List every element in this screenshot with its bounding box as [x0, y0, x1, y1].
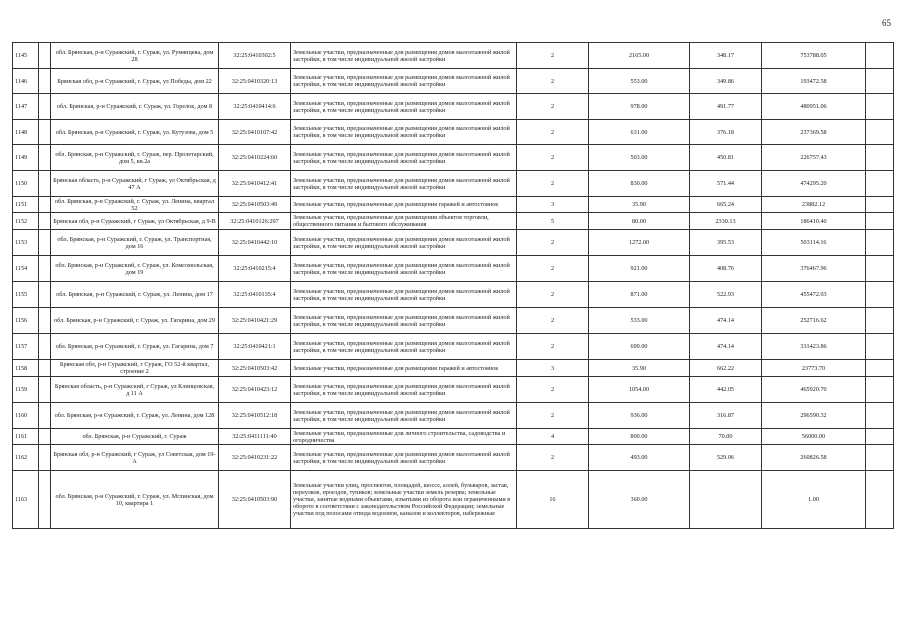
address-cell: Брянская область, р-н Суражский, г Сураж, ул Октябрьская, д 47 А [51, 171, 219, 197]
cadastral-number-cell: 32:25:0410231:22 [219, 445, 291, 471]
group-code-cell: 2 [517, 334, 589, 360]
row-number: 1161 [13, 429, 39, 445]
row-number: 1150 [13, 171, 39, 197]
specific-value-cell: 442.05 [690, 377, 762, 403]
table-row [13, 334, 894, 360]
cadastral-number-cell: 32:25:0410414:6 [219, 94, 291, 120]
land-use-cell: Земельные участки, предназначенные для размещения домов малоэтажной жилой застройки, в том числе индивидуальной жилой застройки [291, 145, 517, 171]
area-cell: 503.00 [589, 145, 690, 171]
specific-value-cell: 491.77 [690, 94, 762, 120]
row-number: 1153 [13, 230, 39, 256]
cadastral-value-cell: 753788.05 [762, 43, 866, 69]
group-code-cell: 4 [517, 429, 589, 445]
cadastral-number-cell: 32:25:0410421:1 [219, 334, 291, 360]
address-cell: обл. Брянская, р-н Суражский, г. Сураж, ул. Горелок, дом 8 [51, 94, 219, 120]
cadastral-number-cell: 32:25:0410421:29 [219, 308, 291, 334]
specific-value-cell: 376.18 [690, 120, 762, 145]
cadastral-value-cell: 503114.16 [762, 230, 866, 256]
table-row [13, 213, 894, 230]
land-use-cell: Земельные участки, предназначенные для размещения домов малоэтажной жилой застройки, в том числе индивидуальной жилой застройки [291, 308, 517, 334]
group-code-cell: 2 [517, 69, 589, 94]
group-code-cell: 3 [517, 197, 589, 213]
row-number: 1157 [13, 334, 39, 360]
land-use-cell: Земельные участки, предназначенные для размещения домов малоэтажной жилой застройки, в том числе индивидуальной жилой застройки [291, 43, 517, 69]
blank-cell [866, 120, 894, 145]
cadastral-number-cell: 32:25:0410423:12 [219, 377, 291, 403]
table-row [13, 256, 894, 282]
area-cell: 631.00 [589, 120, 690, 145]
blank-cell [866, 197, 894, 213]
blank-cell [39, 230, 51, 256]
blank-cell [866, 429, 894, 445]
address-cell: обл. Брянская, р-н Суражский, г. Сураж, ул. Транспортная, дом 16 [51, 230, 219, 256]
blank-cell [39, 145, 51, 171]
area-cell: 871.00 [589, 282, 690, 308]
address-cell: обл. Брянская, р-н Суражский, г. Сураж, ул. Кутузова, дом 5 [51, 120, 219, 145]
specific-value-cell: 349.86 [690, 69, 762, 94]
specific-value-cell: 662.22 [690, 360, 762, 377]
land-use-cell: Земельные участки, предназначенные для размещения домов малоэтажной жилой застройки, в том числе индивидуальной жилой застройки [291, 403, 517, 429]
specific-value-cell: 474.14 [690, 308, 762, 334]
group-code-cell: 2 [517, 230, 589, 256]
area-cell: 360.00 [589, 471, 690, 529]
land-use-cell: Земельные участки, предназначенные для размещения домов малоэтажной жилой застройки, в том числе индивидуальной жилой застройки [291, 282, 517, 308]
row-number: 1160 [13, 403, 39, 429]
blank-cell [39, 282, 51, 308]
cadastral-number-cell: 32:25:0410107:42 [219, 120, 291, 145]
table-row [13, 145, 894, 171]
cadastral-number-cell: 32:25:0410135:4 [219, 282, 291, 308]
land-use-cell: Земельные участки, предназначенные для размещения домов малоэтажной жилой застройки, в том числе индивидуальной жилой застройки [291, 94, 517, 120]
cadastral-value-cell: 465920.70 [762, 377, 866, 403]
cadastral-value-cell: 56000.00 [762, 429, 866, 445]
address-cell: обл. Брянская, р-н Суражский, г. Сураж, ул. Мглинская, дом 10, квартира 1 [51, 471, 219, 529]
blank-cell [39, 213, 51, 230]
blank-cell [866, 471, 894, 529]
blank-cell [39, 171, 51, 197]
table-body [13, 43, 894, 529]
table-row [13, 43, 894, 69]
blank-cell [39, 360, 51, 377]
blank-cell [39, 308, 51, 334]
blank-cell [866, 377, 894, 403]
table-row [13, 69, 894, 94]
group-code-cell: 2 [517, 445, 589, 471]
blank-cell [39, 94, 51, 120]
group-code-cell: 2 [517, 377, 589, 403]
group-code-cell: 2 [517, 256, 589, 282]
land-use-cell: Земельные участки, предназначенные для размещения домов малоэтажной жилой застройки, в том числе индивидуальной жилой застройки [291, 445, 517, 471]
table-row [13, 282, 894, 308]
blank-cell [866, 403, 894, 429]
blank-cell [866, 69, 894, 94]
row-number: 1158 [13, 360, 39, 377]
specific-value-cell: 2330.13 [690, 213, 762, 230]
land-use-cell: Земельные участки, предназначенные для размещения гаражей и автостоянок [291, 360, 517, 377]
cadastral-value-cell: 23882.12 [762, 197, 866, 213]
area-cell: 921.00 [589, 256, 690, 282]
cadastral-number-cell: 32:25:0410503:49 [219, 197, 291, 213]
cadastral-number-cell: 32:25:0410503:42 [219, 360, 291, 377]
cadastral-number-cell: 32:25:0410320:13 [219, 69, 291, 94]
address-cell: обл. Брянская, р-н Суражский, г. Сураж, ул. Комсомольская, дом 19 [51, 256, 219, 282]
cadastral-number-cell: 32:25:0410302:5 [219, 43, 291, 69]
address-cell: обл. Брянская, р-н Суражский, г. Сураж, ул. Ленина, дом 17 [51, 282, 219, 308]
address-cell: обл. Брянская, р-н Суражский, г. Сураж, ул. Ленина, квартал 52 [51, 197, 219, 213]
blank-cell [39, 429, 51, 445]
address-cell: обл. Брянская, р-н Суражский, г. Сураж, ул. Гагарина, дом 29 [51, 308, 219, 334]
cadastral-value-cell: 480951.06 [762, 94, 866, 120]
group-code-cell: 2 [517, 120, 589, 145]
cadastral-number-cell: 32:25:0410126:297 [219, 213, 291, 230]
cadastral-value-cell: 237369.58 [762, 120, 866, 145]
blank-cell [866, 308, 894, 334]
blank-cell [866, 445, 894, 471]
address-cell: Брянская обл, р-н Суражский, г Сураж, ул Советская, дом 19-А [51, 445, 219, 471]
row-number: 1163 [13, 471, 39, 529]
land-use-cell: Земельные участки, предназначенные для размещения домов малоэтажной жилой застройки, в том числе индивидуальной жилой застройки [291, 230, 517, 256]
area-cell: 35.90 [589, 360, 690, 377]
group-code-cell: 2 [517, 403, 589, 429]
row-number: 1148 [13, 120, 39, 145]
land-use-cell: Земельные участки, предназначенные для личного строительства, садоводства и огородничества [291, 429, 517, 445]
blank-cell [39, 403, 51, 429]
group-code-cell: 2 [517, 145, 589, 171]
row-number: 1156 [13, 308, 39, 334]
specific-value-cell: 348.17 [690, 43, 762, 69]
row-number: 1145 [13, 43, 39, 69]
table-row [13, 171, 894, 197]
blank-cell [39, 334, 51, 360]
group-code-cell: 2 [517, 308, 589, 334]
table-row [13, 308, 894, 334]
table-row [13, 429, 894, 445]
area-cell: 1272.00 [589, 230, 690, 256]
blank-cell [866, 43, 894, 69]
area-cell: 553.00 [589, 69, 690, 94]
area-cell: 80.00 [589, 213, 690, 230]
group-code-cell: 16 [517, 471, 589, 529]
area-cell: 699.00 [589, 334, 690, 360]
land-use-cell: Земельные участки улиц, проспектов, площадей, шоссе, аллей, бульваров, застав, переулков, проездов, тупиков; земельные участки земель резерва; земельные участки, занятые водными объектами, изъятыми из оборота или ограниченными в обороте в соответствии с законодательством Российской Федерации; земельные участки под полосами отвода водоемов, каналов и коллекторов, набережные [291, 471, 517, 529]
cadastral-number-cell: 32:25:0410512:18 [219, 403, 291, 429]
address-cell: обл. Брянская, р-н Суражский, г. Сураж, ул. Румянцева, дом 28 [51, 43, 219, 69]
blank-cell [866, 282, 894, 308]
specific-value-cell: 571.44 [690, 171, 762, 197]
cadastral-value-cell: 1.00 [762, 471, 866, 529]
blank-cell [866, 360, 894, 377]
area-cell: 493.00 [589, 445, 690, 471]
table-row [13, 377, 894, 403]
row-number: 1162 [13, 445, 39, 471]
cadastral-value-cell: 23773.70 [762, 360, 866, 377]
table-row [13, 197, 894, 213]
land-use-cell: Земельные участки, предназначенные для размещения домов малоэтажной жилой застройки, в том числе индивидуальной жилой застройки [291, 120, 517, 145]
cadastral-value-cell: 376467.96 [762, 256, 866, 282]
row-number: 1152 [13, 213, 39, 230]
group-code-cell: 2 [517, 43, 589, 69]
area-cell: 830.00 [589, 171, 690, 197]
specific-value-cell: 316.87 [690, 403, 762, 429]
cadastral-value-cell: 226757.43 [762, 145, 866, 171]
group-code-cell: 2 [517, 94, 589, 120]
address-cell: Брянская обл, р-н Суражский, г Сураж, ул Октябрьская, д 9-В [51, 213, 219, 230]
specific-value-cell: 408.76 [690, 256, 762, 282]
blank-cell [39, 471, 51, 529]
row-number: 1154 [13, 256, 39, 282]
row-number: 1149 [13, 145, 39, 171]
cadastral-value-cell: 193472.58 [762, 69, 866, 94]
row-number: 1155 [13, 282, 39, 308]
table-row [13, 94, 894, 120]
cadastral-number-cell: 32:25:0410412:41 [219, 171, 291, 197]
group-code-cell: 3 [517, 360, 589, 377]
blank-cell [39, 43, 51, 69]
blank-cell [866, 145, 894, 171]
blank-cell [866, 230, 894, 256]
area-cell: 978.00 [589, 94, 690, 120]
blank-cell [39, 197, 51, 213]
land-use-cell: Земельные участки, предназначенные для размещения домов малоэтажной жилой застройки, в том числе индивидуальной жилой застройки [291, 334, 517, 360]
blank-cell [39, 120, 51, 145]
address-cell: Брянская область, р-н Суражский, г Сураж, ул Клинцовская, д 11 А [51, 377, 219, 403]
specific-value-cell: 665.24 [690, 197, 762, 213]
cadastral-value-cell: 260826.58 [762, 445, 866, 471]
blank-cell [866, 334, 894, 360]
blank-cell [39, 445, 51, 471]
cadastral-value-cell: 186410.40 [762, 213, 866, 230]
area-cell: 936.00 [589, 403, 690, 429]
address-cell: обл. Брянская, р-н Суражский, г. Сураж [51, 429, 219, 445]
cadastral-value-cell: 455472.03 [762, 282, 866, 308]
group-code-cell: 2 [517, 171, 589, 197]
table-row [13, 403, 894, 429]
land-cadastral-table [12, 42, 894, 529]
land-use-cell: Земельные участки, предназначенные для размещения домов малоэтажной жилой застройки, в том числе индивидуальной жилой застройки [291, 171, 517, 197]
land-use-cell: Земельные участки, предназначенные для размещения домов малоэтажной жилой застройки, в том числе индивидуальной жилой застройки [291, 256, 517, 282]
address-cell: обл. Брянская, р-н Суражский, г. Сураж, ул. Гагарина, дом 7 [51, 334, 219, 360]
cadastral-value-cell: 331423.86 [762, 334, 866, 360]
land-use-cell: Земельные участки, предназначенные для размещения домов малоэтажной жилой застройки, в том числе индивидуальной жилой застройки [291, 69, 517, 94]
area-cell: 2165.00 [589, 43, 690, 69]
table-row [13, 230, 894, 256]
address-cell: Брянская обл, р-н Суражский, г Сураж, ГО 52-й квартал, строение 2 [51, 360, 219, 377]
specific-value-cell: 395.53 [690, 230, 762, 256]
specific-value-cell: 522.93 [690, 282, 762, 308]
cadastral-number-cell: 32:25:0410224:60 [219, 145, 291, 171]
specific-value-cell: 450.81 [690, 145, 762, 171]
area-cell: 533.00 [589, 308, 690, 334]
blank-cell [39, 256, 51, 282]
address-cell: обл. Брянская, р-н Суражский, г. Сураж, пер. Пролетарский, дом 5, кв.2а [51, 145, 219, 171]
blank-cell [866, 171, 894, 197]
row-number: 1151 [13, 197, 39, 213]
group-code-cell: 2 [517, 282, 589, 308]
cadastral-number-cell: 32:25:0411111:40 [219, 429, 291, 445]
area-cell: 35.90 [589, 197, 690, 213]
page-number: 65 [882, 18, 891, 28]
land-use-cell: Земельные участки, предназначенные для размещения домов малоэтажной жилой застройки, в том числе индивидуальной жилой застройки [291, 377, 517, 403]
table-row [13, 445, 894, 471]
cadastral-number-cell: 32:25:0410503:90 [219, 471, 291, 529]
cadastral-value-cell: 474295.20 [762, 171, 866, 197]
cadastral-number-cell: 32:25:0410215:4 [219, 256, 291, 282]
blank-cell [866, 94, 894, 120]
cadastral-value-cell: 252716.62 [762, 308, 866, 334]
specific-value-cell: 70.00 [690, 429, 762, 445]
land-use-cell: Земельные участки, предназначенные для размещения гаражей и автостоянок [291, 197, 517, 213]
cadastral-number-cell: 32:25:0410442:10 [219, 230, 291, 256]
table-row [13, 120, 894, 145]
specific-value-cell: 529.06 [690, 445, 762, 471]
row-number: 1147 [13, 94, 39, 120]
blank-cell [866, 213, 894, 230]
cadastral-value-cell: 296590.32 [762, 403, 866, 429]
group-code-cell: 5 [517, 213, 589, 230]
blank-cell [39, 69, 51, 94]
row-number: 1146 [13, 69, 39, 94]
specific-value-cell: 474.14 [690, 334, 762, 360]
table-row [13, 360, 894, 377]
land-use-cell: Земельные участки, предназначенные для размещения объектов торговли, общественного питания и бытового обслуживания [291, 213, 517, 230]
address-cell: Брянская обл, р-н Суражский, г. Сураж, ул Победы, дом 22 [51, 69, 219, 94]
blank-cell [866, 256, 894, 282]
blank-cell [39, 377, 51, 403]
area-cell: 1054.00 [589, 377, 690, 403]
row-number: 1159 [13, 377, 39, 403]
area-cell: 800.00 [589, 429, 690, 445]
specific-value-cell [690, 471, 762, 529]
table-row [13, 471, 894, 529]
address-cell: обл. Брянская, р-н Суражский, г. Сураж, ул. Ленина, дом 128 [51, 403, 219, 429]
